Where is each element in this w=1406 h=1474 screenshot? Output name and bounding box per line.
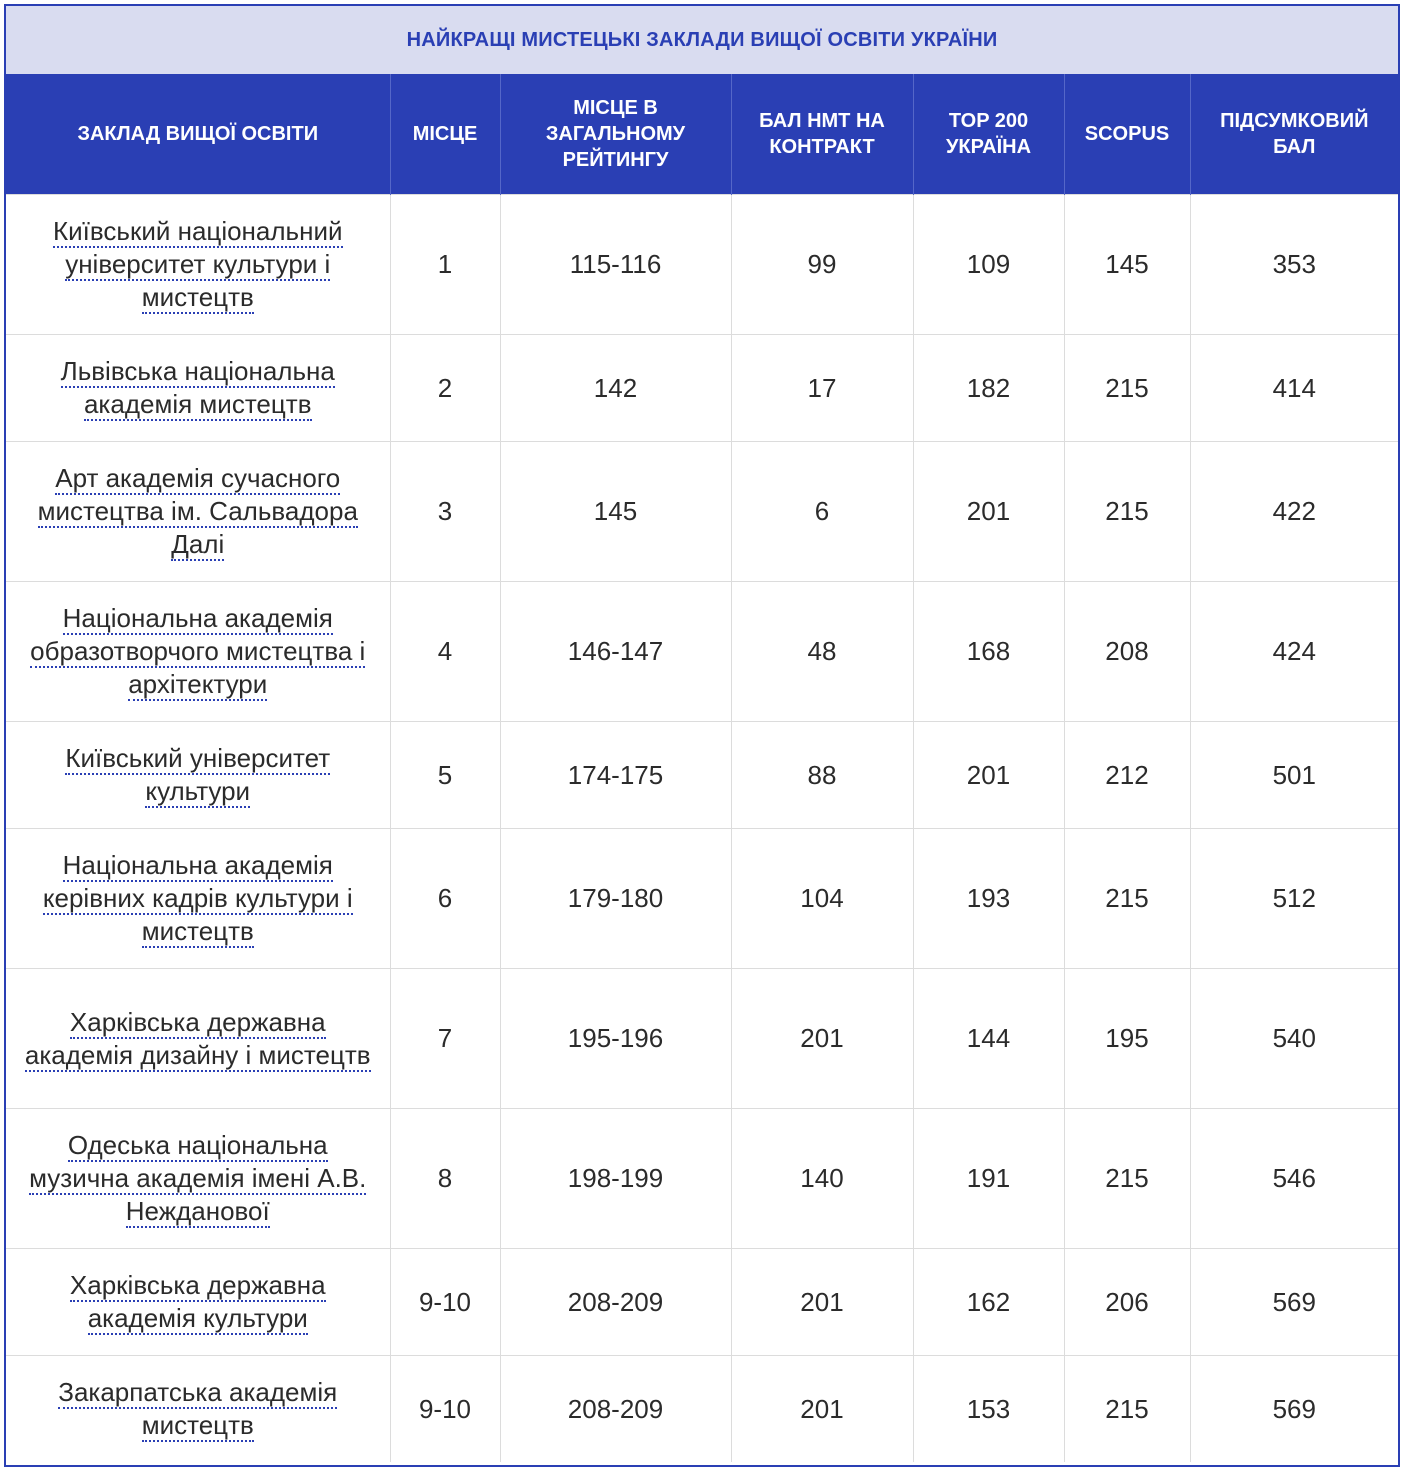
header-top200: TOP 200 УКРАЇНА — [913, 74, 1064, 195]
header-nmt-score: БАЛ НМТ НА КОНТРАКТ — [731, 74, 913, 195]
nmt-score-cell: 48 — [731, 582, 913, 722]
institution-link[interactable]: Львівська національна академія мистецтв — [60, 356, 335, 419]
table-header-row — [6, 74, 1398, 195]
table-title: НАЙКРАЩІ МИСТЕЦЬКІ ЗАКЛАДИ ВИЩОЇ ОСВІТИ УКРАЇНИ — [6, 6, 1398, 74]
scopus-cell: 208 — [1064, 582, 1190, 722]
header-institution: ЗАКЛАД ВИЩОЇ ОСВІТИ — [6, 74, 390, 195]
table-caption-row — [6, 6, 1398, 74]
header-place: МІСЦЕ — [390, 74, 500, 195]
table-row — [6, 1109, 1398, 1249]
institution-cell — [6, 969, 390, 1109]
institution-cell — [6, 442, 390, 582]
nmt-score-cell: 6 — [731, 442, 913, 582]
total-score-cell: 546 — [1190, 1109, 1398, 1249]
institution-link[interactable]: Харківська державна академія дизайну і мистецтв — [24, 1006, 371, 1070]
institution-link[interactable]: Київський університет культури — [65, 743, 331, 806]
institution-cell — [6, 195, 390, 335]
overall-rank-cell: 174-175 — [500, 722, 731, 829]
place-cell: 9-10 — [390, 1356, 500, 1463]
table-row — [6, 829, 1398, 969]
nmt-score-cell: 201 — [731, 1249, 913, 1356]
institution-cell — [6, 1356, 390, 1463]
place-cell: 3 — [390, 442, 500, 582]
institution-cell — [6, 582, 390, 722]
header-total-score: ПІДСУМКОВИЙ БАЛ — [1190, 74, 1398, 195]
institution-link[interactable]: Київський національний університет культури і мистецтв — [53, 216, 343, 312]
overall-rank-cell: 208-209 — [500, 1249, 731, 1356]
overall-rank-cell: 115-116 — [500, 195, 731, 335]
place-cell: 1 — [390, 195, 500, 335]
top200-cell: 182 — [913, 335, 1064, 442]
institution-cell — [6, 722, 390, 829]
total-score-cell: 422 — [1190, 442, 1398, 582]
place-cell: 2 — [390, 335, 500, 442]
scopus-cell: 195 — [1064, 969, 1190, 1109]
header-scopus: SCOPUS — [1064, 74, 1190, 195]
scopus-cell: 215 — [1064, 335, 1190, 442]
institution-link[interactable]: Арт академія сучасного мистецтва ім. Сальвадора Далі — [37, 463, 358, 559]
top200-cell: 168 — [913, 582, 1064, 722]
total-score-cell: 569 — [1190, 1356, 1398, 1463]
overall-rank-cell: 198-199 — [500, 1109, 731, 1249]
overall-rank-cell: 145 — [500, 442, 731, 582]
top200-cell: 109 — [913, 195, 1064, 335]
total-score-cell: 512 — [1190, 829, 1398, 969]
header-overall-rank: МІСЦЕ В ЗАГАЛЬНОМУ РЕЙТИНГУ — [500, 74, 731, 195]
top200-cell: 191 — [913, 1109, 1064, 1249]
table-row — [6, 582, 1398, 722]
place-cell: 9-10 — [390, 1249, 500, 1356]
institution-cell — [6, 335, 390, 442]
institution-cell — [6, 1109, 390, 1249]
institution-cell — [6, 829, 390, 969]
overall-rank-cell: 142 — [500, 335, 731, 442]
table-row — [6, 335, 1398, 442]
nmt-score-cell: 99 — [731, 195, 913, 335]
overall-rank-cell: 195-196 — [500, 969, 731, 1109]
scopus-cell: 212 — [1064, 722, 1190, 829]
total-score-cell: 569 — [1190, 1249, 1398, 1356]
institution-link[interactable]: Національна академія керівних кадрів культури і мистецтв — [42, 850, 353, 946]
top200-cell: 193 — [913, 829, 1064, 969]
table-row — [6, 722, 1398, 829]
institution-link[interactable]: Одеська національна музична академія імені А.В. Нежданової — [29, 1130, 367, 1226]
institution-link[interactable]: Харківська державна академія культури — [69, 1270, 326, 1333]
nmt-score-cell: 140 — [731, 1109, 913, 1249]
place-cell: 5 — [390, 722, 500, 829]
place-cell: 4 — [390, 582, 500, 722]
ranking-table — [4, 4, 1400, 1467]
nmt-score-cell: 201 — [731, 969, 913, 1109]
scopus-cell: 215 — [1064, 829, 1190, 969]
nmt-score-cell: 17 — [731, 335, 913, 442]
scopus-cell: 215 — [1064, 1356, 1190, 1463]
institution-link[interactable]: Національна академія образотворчого мистецтва і архітектури — [30, 603, 366, 699]
total-score-cell: 540 — [1190, 969, 1398, 1109]
top200-cell: 144 — [913, 969, 1064, 1109]
scopus-cell: 215 — [1064, 442, 1190, 582]
table-row — [6, 195, 1398, 335]
table-row — [6, 969, 1398, 1109]
total-score-cell: 414 — [1190, 335, 1398, 442]
institution-link[interactable]: Закарпатська академія мистецтв — [58, 1377, 338, 1440]
total-score-cell: 353 — [1190, 195, 1398, 335]
place-cell: 7 — [390, 969, 500, 1109]
top200-cell: 162 — [913, 1249, 1064, 1356]
scopus-cell: 215 — [1064, 1109, 1190, 1249]
overall-rank-cell: 208-209 — [500, 1356, 731, 1463]
top200-cell: 201 — [913, 722, 1064, 829]
table-row — [6, 442, 1398, 582]
institution-cell — [6, 1249, 390, 1356]
overall-rank-cell: 179-180 — [500, 829, 731, 969]
nmt-score-cell: 104 — [731, 829, 913, 969]
table-row — [6, 1356, 1398, 1463]
overall-rank-cell: 146-147 — [500, 582, 731, 722]
scopus-cell: 145 — [1064, 195, 1190, 335]
total-score-cell: 501 — [1190, 722, 1398, 829]
scopus-cell: 206 — [1064, 1249, 1190, 1356]
nmt-score-cell: 201 — [731, 1356, 913, 1463]
table-row — [6, 1249, 1398, 1356]
nmt-score-cell: 88 — [731, 722, 913, 829]
place-cell: 8 — [390, 1109, 500, 1249]
top200-cell: 201 — [913, 442, 1064, 582]
place-cell: 6 — [390, 829, 500, 969]
ranking-table-grid — [6, 6, 1398, 1462]
top200-cell: 153 — [913, 1356, 1064, 1463]
total-score-cell: 424 — [1190, 582, 1398, 722]
